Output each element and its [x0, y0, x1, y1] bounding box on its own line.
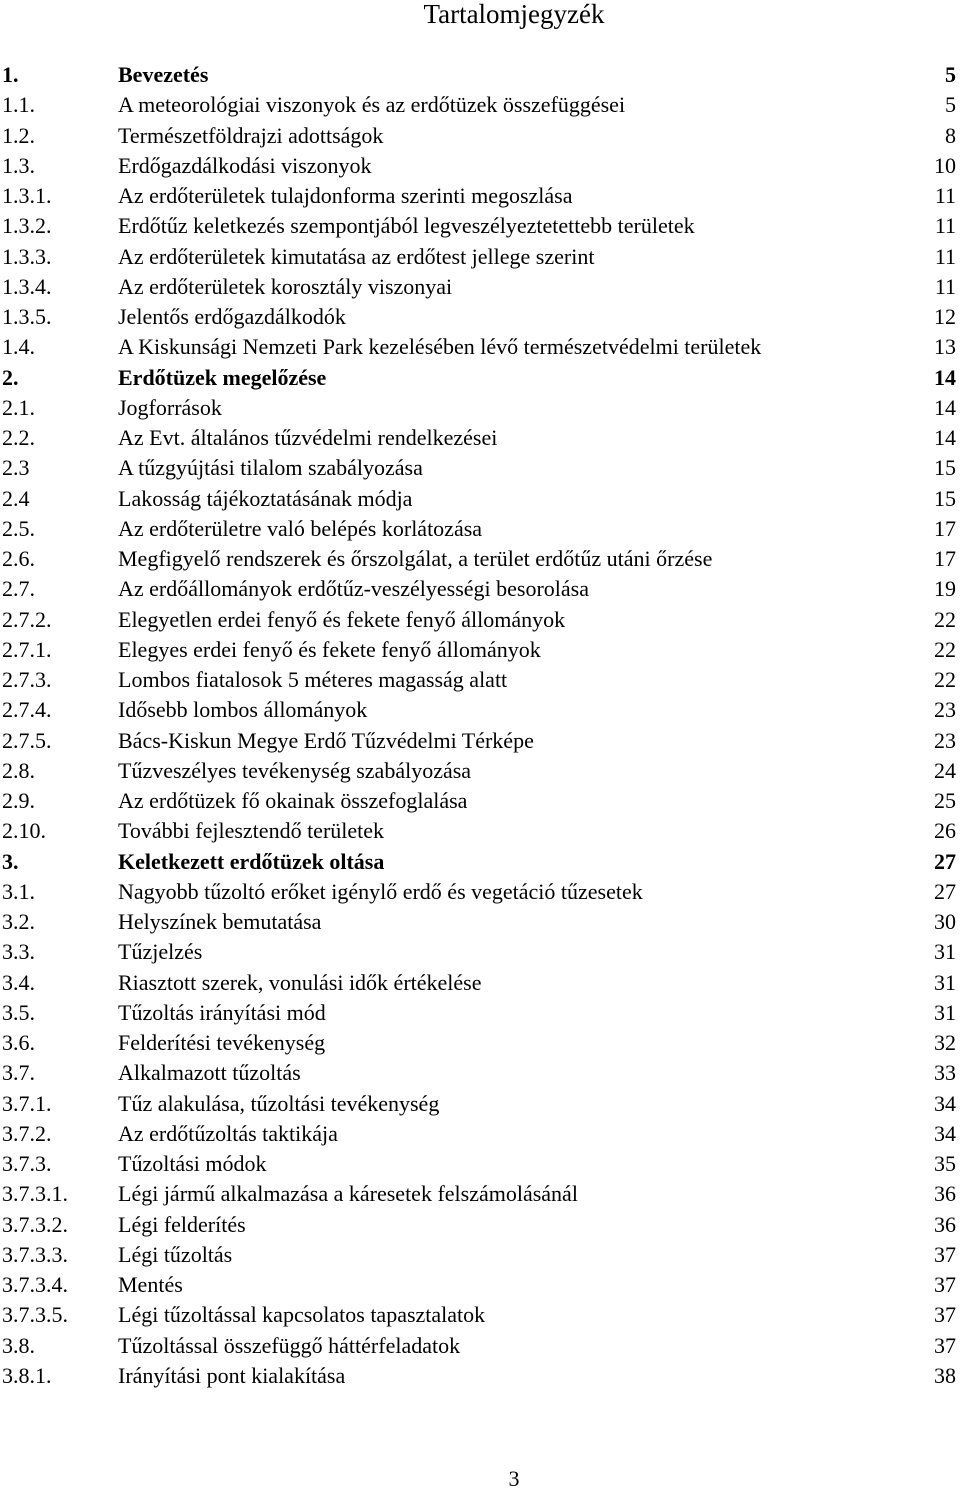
toc-entry-number: 3.8.	[2, 1332, 35, 1358]
toc-entry-number: 1.3.2.	[2, 213, 52, 239]
toc-entry-page: 31	[934, 969, 956, 995]
toc-entry-title: Lombos fiatalosok 5 méteres magasság alatt	[118, 667, 508, 692]
toc-entry-number: 2.2.	[2, 425, 35, 450]
toc-entry-page: 26	[934, 818, 956, 844]
toc-entry[interactable]	[0, 1149, 960, 1179]
toc-entry-number: 3.2.	[2, 909, 35, 934]
toc-entry[interactable]	[0, 393, 960, 423]
toc-entry-number: 2.10.	[2, 818, 46, 844]
toc-entry-number: 2.4	[2, 485, 30, 511]
toc-entry-page: 37	[934, 1272, 956, 1297]
toc-entry-number: 2.7.	[2, 576, 35, 602]
toc-entry-title: Tűzveszélyes tevékenység szabályozása	[118, 757, 472, 783]
toc-entry[interactable]	[0, 121, 960, 151]
toc-entry[interactable]	[0, 1240, 960, 1270]
toc-entry-page: 5	[945, 92, 956, 118]
toc-entry-number: 3.7.3.2.	[2, 1211, 68, 1237]
toc-entry-page: 31	[934, 999, 956, 1025]
toc-entry-page: 15	[934, 485, 956, 511]
toc-entry[interactable]	[0, 151, 960, 181]
toc-entry-number: 3.7.3.5.	[2, 1302, 68, 1328]
toc-entry-page: 34	[934, 1090, 956, 1116]
toc-entry-title: Bevezetés	[118, 62, 209, 87]
toc-entry-page: 8	[945, 122, 956, 148]
toc-entry-number: 2.1.	[2, 394, 35, 420]
toc-entry-number: 2.8.	[2, 757, 35, 783]
toc-entry-title: Légi tűzoltással kapcsolatos tapasztalatok	[118, 1302, 486, 1328]
toc-entry-page: 36	[934, 1211, 956, 1237]
toc-entry-page: 19	[934, 576, 956, 602]
toc-entry-title: Bács-Kiskun Megye Erdő Tűzvédelmi Térképe	[118, 727, 534, 753]
toc-entry[interactable]	[0, 847, 960, 877]
toc-entry-number: 2.7.5.	[2, 727, 52, 753]
toc-entry-title: Tűzoltással összefüggő háttérfeladatok	[118, 1332, 461, 1358]
page-title: Tartalomjegyzék	[423, 0, 605, 29]
toc-entry-page: 32	[934, 1030, 956, 1055]
toc-entry[interactable]	[0, 1300, 960, 1330]
toc-entry-title: Az erdőállományok erdőtűz-veszélyességi besorolása	[118, 576, 589, 602]
toc-entry-page: 31	[934, 939, 956, 965]
toc-entry[interactable]	[0, 1119, 960, 1149]
toc-entry-page: 15	[934, 455, 956, 481]
toc-entry[interactable]	[0, 181, 960, 211]
toc-entry-title: Erdőgazdálkodási viszonyok	[118, 152, 372, 178]
toc-entry-title: Alkalmazott tűzoltás	[118, 1060, 301, 1086]
toc-entry-number: 3.5.	[2, 999, 35, 1025]
toc-entry-number: 3.6.	[2, 1030, 35, 1055]
toc-entry-number: 1.3.4.	[2, 273, 52, 299]
toc-entry-number: 1.3.3.	[2, 243, 52, 269]
toc-entry-number: 2.7.3.	[2, 667, 52, 692]
toc-entry-page: 17	[934, 546, 956, 571]
toc-entry-title: A tűzgyújtási tilalom szabályozása	[118, 455, 423, 481]
toc-entry[interactable]	[0, 242, 960, 272]
toc-entry-number: 2.9.	[2, 788, 35, 813]
toc-entry-title: Lakosság tájékoztatásának módja	[118, 485, 413, 511]
toc-entry[interactable]	[0, 907, 960, 937]
toc-entry[interactable]	[0, 211, 960, 241]
toc-entry-number: 3.8.1.	[2, 1362, 52, 1388]
toc-entry[interactable]	[0, 90, 960, 120]
toc-entry[interactable]	[0, 1210, 960, 1240]
toc-entry[interactable]	[0, 998, 960, 1028]
toc-entry-page: 30	[934, 909, 956, 934]
toc-entry-title: Légi tűzoltás	[118, 1241, 233, 1267]
toc-entry-title: Elegyes erdei fenyő és fekete fenyő állományok	[118, 636, 541, 662]
toc-entry-page: 24	[934, 757, 956, 783]
toc-entry-page: 35	[934, 1151, 956, 1176]
toc-entry[interactable]	[0, 574, 960, 604]
toc-entry[interactable]	[0, 756, 960, 786]
toc-entry[interactable]	[0, 635, 960, 665]
toc-entry-page: 11	[934, 273, 956, 299]
toc-entry-page: 11	[934, 243, 956, 269]
toc-entry[interactable]	[0, 695, 960, 725]
toc-entry-title: Nagyobb tűzoltó erőket igénylő erdő és vegetáció tűzesetek	[118, 878, 643, 904]
toc-entry-page: 23	[934, 697, 956, 723]
toc-entry-page: 22	[934, 606, 956, 632]
toc-entry-page: 14	[934, 425, 956, 450]
toc-entry-number: 3.4.	[2, 969, 35, 995]
toc-entry[interactable]	[0, 332, 960, 362]
toc-entry-title: Az erdőterületre való belépés korlátozása	[118, 515, 483, 541]
toc-entry-title: Jelentős erdőgazdálkodók	[118, 304, 346, 329]
toc-entry[interactable]	[0, 484, 960, 514]
toc-entry-page: 10	[934, 152, 956, 178]
toc-entry-page: 36	[934, 1181, 956, 1207]
toc-entry-number: 3.3.	[2, 939, 35, 965]
toc-entry-page: 33	[934, 1060, 956, 1086]
toc-entry-number: 3.7.3.3.	[2, 1241, 68, 1267]
toc-entry-number: 1.	[2, 62, 19, 87]
toc-entry-title: Felderítési tevékenység	[118, 1030, 326, 1055]
toc-entry-title: Idősebb lombos állományok	[118, 697, 368, 723]
toc-entry[interactable]	[0, 665, 960, 695]
toc-entry-page: 13	[934, 334, 956, 360]
toc-entry[interactable]	[0, 60, 960, 90]
table-of-contents	[0, 60, 960, 1391]
toc-entry-page: 37	[934, 1332, 956, 1358]
toc-entry-page: 38	[934, 1362, 956, 1388]
toc-entry-title: Az Evt. általános tűzvédelmi rendelkezései	[118, 425, 498, 450]
toc-entry-number: 2.6.	[2, 546, 35, 571]
toc-entry[interactable]	[0, 968, 960, 998]
toc-entry-number: 1.1.	[2, 92, 35, 118]
toc-entry-title: További fejlesztendő területek	[118, 818, 385, 844]
toc-entry-page: 22	[934, 667, 956, 692]
toc-entry[interactable]	[0, 514, 960, 544]
toc-entry-title: Az erdőterületek korosztály viszonyai	[118, 273, 453, 299]
toc-entry-title: Megfigyelő rendszerek és őrszolgálat, a terület erdőtűz utáni őrzése	[118, 546, 713, 571]
toc-entry-title: Az erdőterületek tulajdonforma szerinti megoszlása	[118, 183, 573, 208]
toc-entry[interactable]	[0, 816, 960, 846]
toc-entry[interactable]	[0, 786, 960, 816]
toc-entry-title: Tűzoltási módok	[118, 1151, 267, 1176]
toc-entry-page: 14	[934, 364, 956, 390]
toc-entry-page: 17	[934, 515, 956, 541]
toc-entry-title: Helyszínek bemutatása	[118, 909, 322, 934]
toc-entry-title: Tűzjelzés	[118, 939, 203, 965]
toc-entry-number: 3.7.3.4.	[2, 1272, 68, 1297]
toc-entry-title: Riasztott szerek, vonulási idők értékelése	[118, 969, 482, 995]
toc-entry-page: 12	[934, 304, 956, 329]
toc-entry-title: Légi felderítés	[118, 1211, 246, 1237]
toc-entry[interactable]	[0, 302, 960, 332]
toc-entry-number: 2.7.4.	[2, 697, 52, 723]
toc-entry-title: A meteorológiai viszonyok és az erdőtüzek összefüggései	[118, 92, 626, 118]
toc-entry-number: 1.4.	[2, 334, 35, 360]
toc-entry-number: 3.7.3.	[2, 1151, 52, 1176]
toc-entry-title: Tűz alakulása, tűzoltási tevékenység	[118, 1090, 440, 1116]
toc-entry-number: 2.5.	[2, 515, 35, 541]
toc-entry[interactable]	[0, 1028, 960, 1058]
toc-entry-number: 2.3	[2, 455, 30, 481]
toc-entry[interactable]	[0, 877, 960, 907]
toc-entry-page: 11	[934, 183, 956, 208]
toc-entry-title: Az erdőterületek kimutatása az erdőtest jellege szerint	[118, 243, 595, 269]
toc-entry-title: Erdőtűz keletkezés szempontjából legveszélyeztetettebb területek	[118, 213, 695, 239]
toc-entry-title: Mentés	[118, 1272, 183, 1297]
toc-entry-page: 22	[934, 636, 956, 662]
toc-entry[interactable]	[0, 726, 960, 756]
toc-entry-number: 1.3.1.	[2, 183, 52, 208]
toc-entry[interactable]	[0, 1361, 960, 1391]
toc-entry-number: 1.3.	[2, 152, 35, 178]
toc-entry[interactable]	[0, 453, 960, 483]
toc-entry[interactable]	[0, 1270, 960, 1300]
toc-entry-number: 2.7.2.	[2, 606, 52, 632]
toc-entry[interactable]	[0, 544, 960, 574]
toc-entry-number: 1.3.5.	[2, 304, 52, 329]
toc-entry-page: 27	[934, 848, 956, 874]
toc-entry[interactable]	[0, 605, 960, 635]
toc-entry-title: Tűzoltás irányítási mód	[118, 999, 326, 1025]
toc-entry-title: Az erdőtűzoltás taktikája	[118, 1120, 338, 1146]
toc-entry-number: 3.7.	[2, 1060, 35, 1086]
toc-entry-title: A Kiskunsági Nemzeti Park kezelésében lévő természetvédelmi területek	[118, 334, 762, 360]
toc-entry-title: Erdőtüzek megelőzése	[118, 364, 327, 390]
toc-entry-page: 27	[934, 878, 956, 904]
toc-entry[interactable]	[0, 363, 960, 393]
toc-entry[interactable]	[0, 1058, 960, 1088]
toc-entry[interactable]	[0, 937, 960, 967]
page-number: 3	[508, 1466, 520, 1491]
toc-entry-number: 1.2.	[2, 122, 35, 148]
toc-entry-title: Elegyetlen erdei fenyő és fekete fenyő állományok	[118, 606, 566, 632]
toc-entry-page: 14	[934, 394, 956, 420]
toc-entry-number: 3.7.1.	[2, 1090, 52, 1116]
toc-entry-page: 23	[934, 727, 956, 753]
toc-entry[interactable]	[0, 1179, 960, 1209]
toc-entry-number: 3.7.2.	[2, 1120, 52, 1146]
toc-entry[interactable]	[0, 1331, 960, 1361]
toc-entry-page: 11	[934, 213, 956, 239]
toc-entry-page: 34	[934, 1120, 956, 1146]
toc-entry-page: 37	[934, 1302, 956, 1328]
toc-entry-page: 25	[934, 788, 956, 813]
toc-entry-number: 2.7.1.	[2, 636, 52, 662]
toc-entry-number: 3.	[2, 848, 19, 874]
toc-entry-title: Az erdőtüzek fő okainak összefoglalása	[118, 788, 468, 813]
toc-entry[interactable]	[0, 423, 960, 453]
toc-entry-title: Jogforrások	[118, 394, 222, 420]
toc-entry[interactable]	[0, 1089, 960, 1119]
toc-entry[interactable]	[0, 272, 960, 302]
toc-entry-title: Irányítási pont kialakítása	[118, 1362, 346, 1388]
toc-entry-title: Keletkezett erdőtüzek oltása	[118, 848, 385, 874]
toc-entry-page: 5	[945, 62, 956, 87]
toc-entry-number: 2.	[2, 364, 19, 390]
toc-entry-title: Légi jármű alkalmazása a káresetek felszámolásánál	[118, 1181, 578, 1207]
toc-entry-number: 3.7.3.1.	[2, 1181, 68, 1207]
toc-entry-title: Természetföldrajzi adottságok	[118, 122, 384, 148]
toc-entry-number: 3.1.	[2, 878, 35, 904]
toc-entry-page: 37	[934, 1241, 956, 1267]
